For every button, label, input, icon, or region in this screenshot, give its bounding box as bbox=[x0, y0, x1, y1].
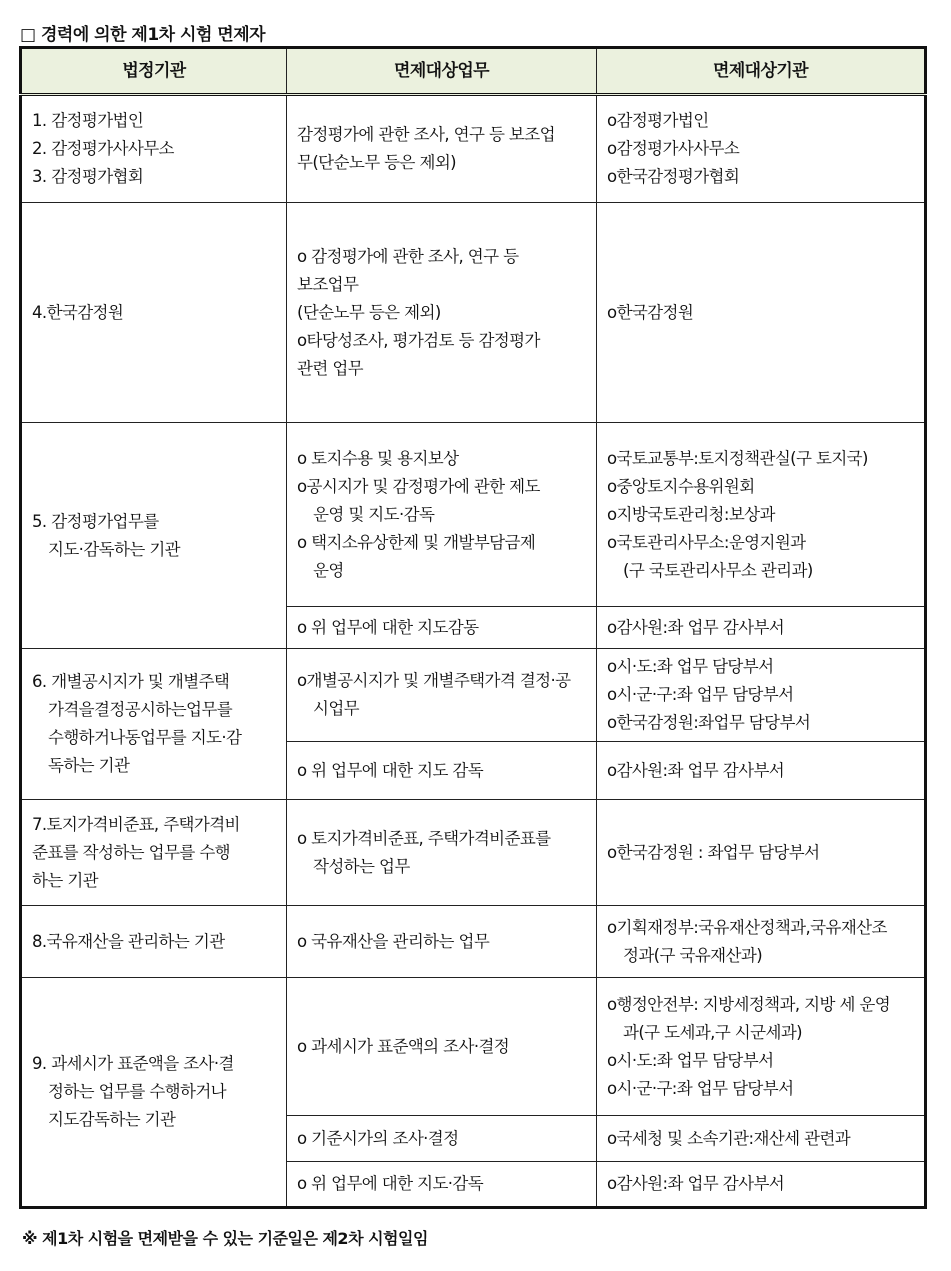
duty-cell bbox=[287, 1116, 597, 1162]
duty-cell bbox=[287, 1162, 597, 1208]
cell-line: 1. 감정평가법인 bbox=[32, 111, 144, 130]
cell-line: 정하는 업무를 수행하거나 bbox=[48, 1082, 227, 1101]
cell-line: o 기준시가의 조사·결정 bbox=[297, 1128, 459, 1148]
duty-cell bbox=[287, 742, 597, 800]
cell-line: o지방국토관리청:보상과 bbox=[607, 504, 775, 524]
cell-line: o 택지소유상한제 및 개발부담금제 bbox=[297, 532, 536, 552]
org-cell bbox=[21, 978, 287, 1208]
table-row bbox=[21, 906, 926, 978]
inst-cell bbox=[597, 906, 926, 978]
inst-cell bbox=[597, 607, 926, 649]
duty-cell bbox=[287, 906, 597, 978]
cell-line: o시·도:좌 업무 담당부서 bbox=[607, 1050, 774, 1070]
cell-line: 6. 개별공시지가 및 개별주택 bbox=[32, 672, 230, 691]
cell-line: o감정평가법인 bbox=[607, 111, 709, 130]
cell-line: 5. 감정평가업무를 bbox=[32, 511, 159, 531]
table-row bbox=[21, 423, 926, 607]
cell-line: 8.국유재산을 관리하는 기관 bbox=[32, 931, 225, 951]
inst-cell bbox=[597, 423, 926, 607]
cell-line: o한국감정원 bbox=[607, 302, 694, 322]
cell-line: o행정안전부: 지방세정책과, 지방 세 운영 bbox=[607, 994, 891, 1014]
org-cell bbox=[21, 906, 287, 978]
cell-line: 과(구 도세과,구 시군세과) bbox=[623, 1022, 802, 1042]
table-row bbox=[21, 203, 926, 423]
inst-cell bbox=[597, 203, 926, 423]
cell-line: o 감정평가에 관한 조사, 연구 등 bbox=[297, 246, 519, 266]
cell-line: o공시지가 및 감정평가에 관한 제도 bbox=[297, 476, 540, 496]
cell-line: 관련 업무 bbox=[297, 358, 364, 378]
duty-cell bbox=[287, 607, 597, 649]
cell-line: 보조업무 bbox=[297, 274, 359, 294]
cell-line: 수행하거나동업무를 지도·감 bbox=[48, 728, 242, 747]
cell-line: 작성하는 업무 bbox=[313, 856, 410, 876]
cell-line: 7.토지가격비준표, 주택가격비 bbox=[32, 814, 240, 834]
cell-line: o국토교통부:토지정책관실(구 토지국) bbox=[607, 448, 868, 468]
header-duty: 면제대상업무 bbox=[287, 48, 597, 95]
header-org: 법정기관 bbox=[21, 48, 287, 95]
cell-line: o감사원:좌 업무 감사부서 bbox=[607, 617, 785, 637]
cell-line: 지도·감독하는 기관 bbox=[48, 539, 181, 559]
inst-cell bbox=[597, 95, 926, 203]
cell-line: (단순노무 등은 제외) bbox=[297, 302, 441, 322]
cell-line: 운영 bbox=[313, 560, 344, 580]
cell-line: o감정평가사사무소 bbox=[607, 139, 740, 158]
cell-line: o국토관리사무소:운영지원과 bbox=[607, 532, 806, 552]
footer-note: ※ 제1차 시험을 면제받을 수 있는 기준일은 제2차 시험일임 bbox=[22, 1229, 428, 1248]
cell-line: o시·도:좌 업무 담당부서 bbox=[607, 657, 774, 676]
cell-line: o 위 업무에 대한 지도감동 bbox=[297, 617, 479, 637]
duty-cell bbox=[287, 423, 597, 607]
cell-line: o 과세시가 표준액의 조사·결정 bbox=[297, 1036, 510, 1056]
cell-line: o 토지수용 및 용지보상 bbox=[297, 448, 459, 468]
cell-line: o 토지가격비준표, 주택가격비준표를 bbox=[297, 828, 551, 848]
cell-line: o국세청 및 소속기관:재산세 관련과 bbox=[607, 1128, 851, 1148]
cell-line: o 위 업무에 대한 지도·감독 bbox=[297, 1174, 484, 1193]
cell-line: 정과(구 국유재산과) bbox=[623, 945, 763, 965]
cell-line: 9. 과세시가 표준액을 조사·결 bbox=[32, 1054, 234, 1073]
exemption-table bbox=[19, 46, 927, 1209]
duty-cell bbox=[287, 800, 597, 906]
cell-line: 독하는 기관 bbox=[48, 756, 130, 775]
cell-line: 4.한국감정원 bbox=[32, 302, 124, 322]
table-row bbox=[21, 800, 926, 906]
cell-line: o개별공시지가 및 개별주택가격 결정·공 bbox=[297, 671, 571, 690]
cell-line: 지도감독하는 기관 bbox=[48, 1110, 176, 1129]
inst-cell bbox=[597, 978, 926, 1116]
cell-line: 운영 및 지도·감독 bbox=[313, 504, 435, 524]
org-cell bbox=[21, 423, 287, 649]
cell-line: 시업무 bbox=[313, 699, 360, 718]
cell-line: 하는 기관 bbox=[32, 870, 99, 890]
inst-cell bbox=[597, 1116, 926, 1162]
cell-line: o감사원:좌 업무 감사부서 bbox=[607, 760, 785, 780]
cell-line: o시·군·구:좌 업무 담당부서 bbox=[607, 685, 794, 704]
cell-line: o한국감정원 : 좌업무 담당부서 bbox=[607, 842, 820, 862]
cell-line: (구 국토관리사무소 관리과) bbox=[623, 560, 813, 580]
cell-line: o타당성조사, 평가검토 등 감정평가 bbox=[297, 330, 540, 350]
inst-cell bbox=[597, 649, 926, 742]
cell-line: o한국감정원:좌업무 담당부서 bbox=[607, 713, 811, 732]
page-title: □ 경력에 의한 제1차 시험 면제자 bbox=[20, 25, 266, 45]
cell-line: 무(단순노무 등은 제외) bbox=[297, 153, 457, 172]
table-row bbox=[21, 978, 926, 1116]
cell-line: o감사원:좌 업무 감사부서 bbox=[607, 1174, 785, 1193]
cell-line: 가격을결정공시하는업무를 bbox=[48, 700, 233, 719]
inst-cell bbox=[597, 800, 926, 906]
header-inst: 면제대상기관 bbox=[597, 48, 926, 95]
duty-cell bbox=[287, 649, 597, 742]
cell-line: 3. 감정평가협회 bbox=[32, 167, 144, 186]
cell-line: o한국감정평가협회 bbox=[607, 167, 740, 186]
table-header-row bbox=[21, 48, 926, 95]
cell-line: 감정평가에 관한 조사, 연구 등 보조업 bbox=[297, 125, 555, 144]
cell-line: 준표를 작성하는 업무를 수행 bbox=[32, 842, 231, 862]
cell-line: o 위 업무에 대한 지도 감독 bbox=[297, 760, 484, 780]
cell-line: o시·군·구:좌 업무 담당부서 bbox=[607, 1078, 794, 1098]
inst-cell bbox=[597, 742, 926, 800]
cell-line: o중앙토지수용위원회 bbox=[607, 476, 755, 496]
duty-cell bbox=[287, 978, 597, 1116]
org-cell bbox=[21, 649, 287, 800]
cell-line: 2. 감정평가사사무소 bbox=[32, 139, 174, 158]
org-cell bbox=[21, 800, 287, 906]
org-cell bbox=[21, 95, 287, 203]
cell-line: o 국유재산을 관리하는 업무 bbox=[297, 931, 490, 951]
table-row bbox=[21, 649, 926, 742]
cell-line: o기획재정부:국유재산정책과,국유재산조 bbox=[607, 917, 887, 937]
org-cell bbox=[21, 203, 287, 423]
table-row bbox=[21, 95, 926, 203]
duty-cell bbox=[287, 203, 597, 423]
duty-cell bbox=[287, 95, 597, 203]
inst-cell bbox=[597, 1162, 926, 1208]
